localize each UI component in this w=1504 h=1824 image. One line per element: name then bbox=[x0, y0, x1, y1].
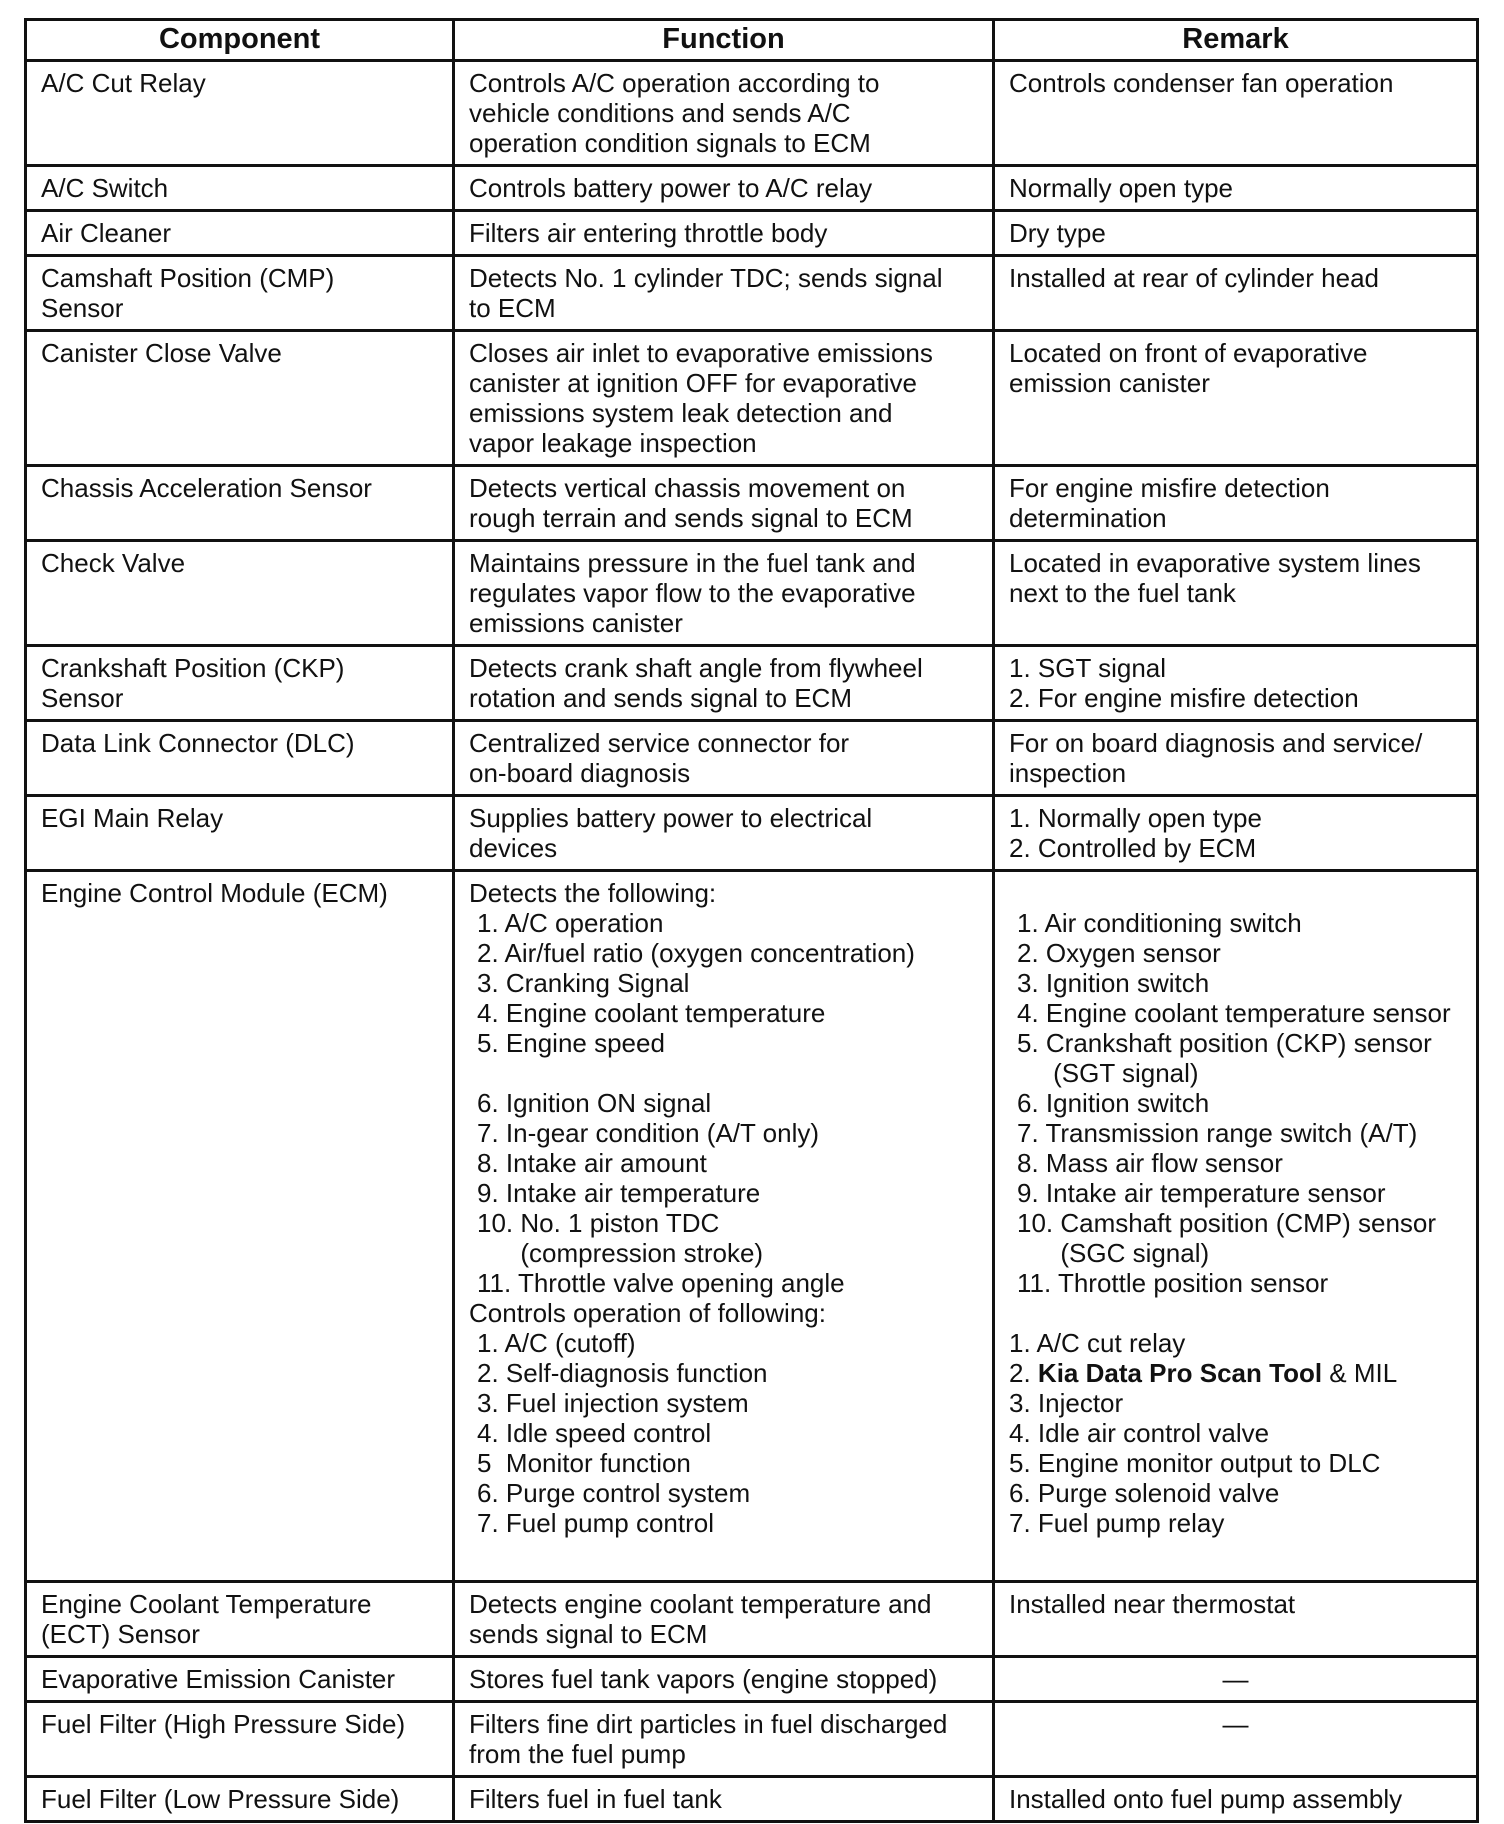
list-item: 4. Engine coolant temperature bbox=[477, 998, 826, 1028]
remark-text: next to the fuel tank bbox=[1009, 578, 1236, 608]
function-text: rough terrain and sends signal to ECM bbox=[469, 503, 913, 533]
list-item: 7. Transmission range switch (A/T) bbox=[1017, 1118, 1418, 1148]
function-text: vehicle conditions and sends A/C bbox=[469, 98, 851, 128]
remark-text: Installed onto fuel pump assembly bbox=[1009, 1784, 1403, 1814]
list-item-rest: & MIL bbox=[1322, 1358, 1398, 1388]
function-cell bbox=[454, 796, 994, 871]
list-item: 5. Engine speed bbox=[477, 1028, 665, 1058]
component-cell bbox=[26, 331, 454, 466]
remark-text: 2. For engine misfire detection bbox=[1009, 683, 1359, 713]
table-row bbox=[26, 541, 1478, 646]
remark-text: determination bbox=[1009, 503, 1167, 533]
function-cell bbox=[454, 721, 994, 796]
function-text: Closes air inlet to evaporative emissions bbox=[469, 338, 933, 368]
list-item: 2. Oxygen sensor bbox=[1017, 938, 1221, 968]
table-row bbox=[26, 166, 1478, 211]
list-item: 4. Idle air control valve bbox=[1009, 1418, 1270, 1448]
component-text: Sensor bbox=[41, 293, 124, 323]
function-cell bbox=[454, 61, 994, 166]
list-item: 1. A/C cut relay bbox=[1009, 1328, 1186, 1358]
remark-text: — bbox=[1222, 1709, 1249, 1739]
component-text: Data Link Connector (DLC) bbox=[41, 728, 355, 758]
component-cell bbox=[26, 1777, 454, 1822]
table-row bbox=[26, 256, 1478, 331]
component-text: Crankshaft Position (CKP) bbox=[41, 653, 345, 683]
list-item: (compression stroke) bbox=[477, 1238, 764, 1268]
remark-text: Normally open type bbox=[1009, 173, 1233, 203]
function-text: Controls A/C operation according to bbox=[469, 68, 880, 98]
function-text: Controls battery power to A/C relay bbox=[469, 173, 873, 203]
component-function-table bbox=[24, 18, 1479, 1823]
list-item: 5. Crankshaft position (CKP) sensor bbox=[1017, 1028, 1432, 1058]
remark-text: Installed near thermostat bbox=[1009, 1589, 1296, 1619]
function-text: from the fuel pump bbox=[469, 1739, 686, 1769]
component-cell bbox=[26, 166, 454, 211]
ecm-component-label: Engine Control Module (ECM) bbox=[41, 878, 388, 908]
remark-cell bbox=[994, 1777, 1478, 1822]
list-item: 1. Air conditioning switch bbox=[1017, 908, 1302, 938]
remark-text: Located in evaporative system lines bbox=[1009, 548, 1421, 578]
ecm-function-cell bbox=[454, 871, 994, 1582]
function-text: Detects No. 1 cylinder TDC; sends signal bbox=[469, 263, 943, 293]
ecm-remark-cell bbox=[994, 871, 1478, 1582]
function-text: devices bbox=[469, 833, 558, 863]
list-item: 2. Air/fuel ratio (oxygen concentration) bbox=[477, 938, 915, 968]
function-cell bbox=[454, 646, 994, 721]
list-item: 11. Throttle position sensor bbox=[1017, 1268, 1329, 1298]
table-row bbox=[26, 796, 1478, 871]
component-cell bbox=[26, 721, 454, 796]
list-item: 4. Engine coolant temperature sensor bbox=[1017, 998, 1451, 1028]
list-item: 8. Mass air flow sensor bbox=[1017, 1148, 1283, 1178]
component-text: Camshaft Position (CMP) bbox=[41, 263, 335, 293]
component-text: Check Valve bbox=[41, 548, 186, 578]
function-cell bbox=[454, 1657, 994, 1702]
remark-cell bbox=[994, 721, 1478, 796]
remark-text: inspection bbox=[1009, 758, 1127, 788]
scan-tool-name: Kia Data Pro Scan Tool bbox=[1037, 1358, 1323, 1388]
remark-text: 2. Controlled by ECM bbox=[1009, 833, 1257, 863]
function-text: regulates vapor flow to the evaporative bbox=[469, 578, 916, 608]
ecm-detect-sources-list bbox=[1009, 908, 1462, 1298]
table-row bbox=[26, 1777, 1478, 1822]
function-cell bbox=[454, 1777, 994, 1822]
function-text: to ECM bbox=[469, 293, 556, 323]
list-item: 1. A/C operation bbox=[477, 908, 664, 938]
function-text: sends signal to ECM bbox=[469, 1619, 708, 1649]
remark-cell bbox=[994, 211, 1478, 256]
table-row bbox=[26, 646, 1478, 721]
remark-text: Installed at rear of cylinder head bbox=[1009, 263, 1379, 293]
table-body-after bbox=[26, 1582, 1478, 1822]
list-item: 3. Injector bbox=[1009, 1388, 1124, 1418]
function-cell bbox=[454, 1582, 994, 1657]
function-text: Detects engine coolant temperature and bbox=[469, 1589, 932, 1619]
list-item: 6. Purge solenoid valve bbox=[1009, 1478, 1280, 1508]
remark-cell bbox=[994, 646, 1478, 721]
table-body-before bbox=[26, 61, 1478, 871]
component-cell bbox=[26, 1657, 454, 1702]
function-text: on-board diagnosis bbox=[469, 758, 691, 788]
component-cell bbox=[26, 256, 454, 331]
function-cell bbox=[454, 256, 994, 331]
list-item: 6. Ignition ON signal bbox=[477, 1088, 712, 1118]
component-cell bbox=[26, 796, 454, 871]
function-text: rotation and sends signal to ECM bbox=[469, 683, 852, 713]
function-text: emissions system leak detection and bbox=[469, 398, 893, 428]
list-item: 7. Fuel pump control bbox=[477, 1508, 715, 1538]
table-row bbox=[26, 61, 1478, 166]
remark-text: For engine misfire detection bbox=[1009, 473, 1330, 503]
function-text: Filters fuel in fuel tank bbox=[469, 1784, 722, 1814]
component-cell bbox=[26, 1702, 454, 1777]
table-row bbox=[26, 1582, 1478, 1657]
remark-text: emission canister bbox=[1009, 368, 1210, 398]
list-item: 7. Fuel pump relay bbox=[1009, 1508, 1225, 1538]
list-item bbox=[1009, 1358, 1462, 1388]
component-text: Sensor bbox=[41, 683, 124, 713]
function-text: Detects crank shaft angle from flywheel bbox=[469, 653, 923, 683]
ecm-controls-list bbox=[469, 1328, 978, 1538]
list-item: 5 Monitor function bbox=[477, 1448, 691, 1478]
list-item: 10. No. 1 piston TDC bbox=[477, 1208, 720, 1238]
list-item-number: 2. bbox=[1009, 1358, 1038, 1388]
list-item: 9. Intake air temperature sensor bbox=[1017, 1178, 1386, 1208]
remark-text: 1. Normally open type bbox=[1009, 803, 1262, 833]
function-text: Centralized service connector for bbox=[469, 728, 850, 758]
list-item: 11. Throttle valve opening angle bbox=[477, 1268, 845, 1298]
component-text: Fuel Filter (Low Pressure Side) bbox=[41, 1784, 400, 1814]
table-row bbox=[26, 1657, 1478, 1702]
ecm-detects-list bbox=[469, 908, 978, 1298]
component-text: Chassis Acceleration Sensor bbox=[41, 473, 372, 503]
ecm-detects-heading: Detects the following: bbox=[469, 878, 717, 908]
component-text: Fuel Filter (High Pressure Side) bbox=[41, 1709, 406, 1739]
function-text: canister at ignition OFF for evaporative bbox=[469, 368, 917, 398]
function-text: Supplies battery power to electrical bbox=[469, 803, 873, 833]
component-text: Engine Coolant Temperature bbox=[41, 1589, 372, 1619]
table-row bbox=[26, 331, 1478, 466]
list-item: 5. Engine monitor output to DLC bbox=[1009, 1448, 1381, 1478]
remark-cell bbox=[994, 1702, 1478, 1777]
list-item: 4. Idle speed control bbox=[477, 1418, 712, 1448]
table-row bbox=[26, 721, 1478, 796]
list-item: (SGT signal) bbox=[1017, 1058, 1199, 1088]
component-table-page bbox=[24, 18, 1476, 1823]
component-cell bbox=[26, 1582, 454, 1657]
remark-cell bbox=[994, 796, 1478, 871]
function-cell bbox=[454, 466, 994, 541]
remark-cell bbox=[994, 256, 1478, 331]
remark-text: Located on front of evaporative bbox=[1009, 338, 1368, 368]
component-text: A/C Cut Relay bbox=[41, 68, 206, 98]
function-cell bbox=[454, 211, 994, 256]
component-cell bbox=[26, 211, 454, 256]
remark-text: Dry type bbox=[1009, 218, 1106, 248]
function-cell bbox=[454, 541, 994, 646]
remark-text: For on board diagnosis and service/ bbox=[1009, 728, 1423, 758]
component-text: EGI Main Relay bbox=[41, 803, 224, 833]
list-item: (SGC signal) bbox=[1017, 1238, 1210, 1268]
function-text: vapor leakage inspection bbox=[469, 428, 757, 458]
header-function: Function bbox=[454, 20, 994, 61]
component-cell bbox=[26, 646, 454, 721]
function-cell bbox=[454, 166, 994, 211]
list-item: 10. Camshaft position (CMP) sensor bbox=[1017, 1208, 1437, 1238]
list-item: 7. In-gear condition (A/T only) bbox=[477, 1118, 820, 1148]
ecm-component-cell bbox=[26, 871, 454, 1582]
list-item: 3. Ignition switch bbox=[1017, 968, 1210, 998]
ecm-control-targets-list bbox=[1009, 1328, 1462, 1538]
function-text: Stores fuel tank vapors (engine stopped) bbox=[469, 1664, 938, 1694]
remark-cell bbox=[994, 1657, 1478, 1702]
function-text: Filters fine dirt particles in fuel discharged bbox=[469, 1709, 948, 1739]
table-row bbox=[26, 1702, 1478, 1777]
remark-cell bbox=[994, 466, 1478, 541]
component-text: Evaporative Emission Canister bbox=[41, 1664, 396, 1694]
remark-text: 1. SGT signal bbox=[1009, 653, 1167, 683]
component-text: Air Cleaner bbox=[41, 218, 172, 248]
ecm-controls-heading: Controls operation of following: bbox=[469, 1298, 826, 1328]
component-text: A/C Switch bbox=[41, 173, 169, 203]
function-text: emissions canister bbox=[469, 608, 683, 638]
list-item: 8. Intake air amount bbox=[477, 1148, 707, 1178]
list-item: 9. Intake air temperature bbox=[477, 1178, 761, 1208]
remark-text: Controls condenser fan operation bbox=[1009, 68, 1394, 98]
list-item: 3. Cranking Signal bbox=[477, 968, 690, 998]
list-item: 2. Self-diagnosis function bbox=[477, 1358, 768, 1388]
table-row bbox=[26, 211, 1478, 256]
function-text: Filters air entering throttle body bbox=[469, 218, 828, 248]
header-row bbox=[26, 20, 1478, 61]
component-text: (ECT) Sensor bbox=[41, 1619, 200, 1649]
component-cell bbox=[26, 61, 454, 166]
component-cell bbox=[26, 466, 454, 541]
component-text: Canister Close Valve bbox=[41, 338, 282, 368]
remark-cell bbox=[994, 541, 1478, 646]
function-cell bbox=[454, 331, 994, 466]
function-text: Detects vertical chassis movement on bbox=[469, 473, 906, 503]
list-item: 1. A/C (cutoff) bbox=[477, 1328, 636, 1358]
function-text: operation condition signals to ECM bbox=[469, 128, 871, 158]
header-remark: Remark bbox=[994, 20, 1478, 61]
ecm-body bbox=[26, 871, 1478, 1582]
component-cell bbox=[26, 541, 454, 646]
remark-text: — bbox=[1222, 1664, 1249, 1694]
remark-cell bbox=[994, 166, 1478, 211]
remark-cell bbox=[994, 1582, 1478, 1657]
list-item: 6. Ignition switch bbox=[1017, 1088, 1210, 1118]
function-cell bbox=[454, 1702, 994, 1777]
table-row-ecm bbox=[26, 871, 1478, 1582]
list-item: 3. Fuel injection system bbox=[477, 1388, 749, 1418]
table-row bbox=[26, 466, 1478, 541]
function-text: Maintains pressure in the fuel tank and bbox=[469, 548, 916, 578]
remark-cell bbox=[994, 61, 1478, 166]
header-component: Component bbox=[26, 20, 454, 61]
list-item: 6. Purge control system bbox=[477, 1478, 751, 1508]
remark-cell bbox=[994, 331, 1478, 466]
